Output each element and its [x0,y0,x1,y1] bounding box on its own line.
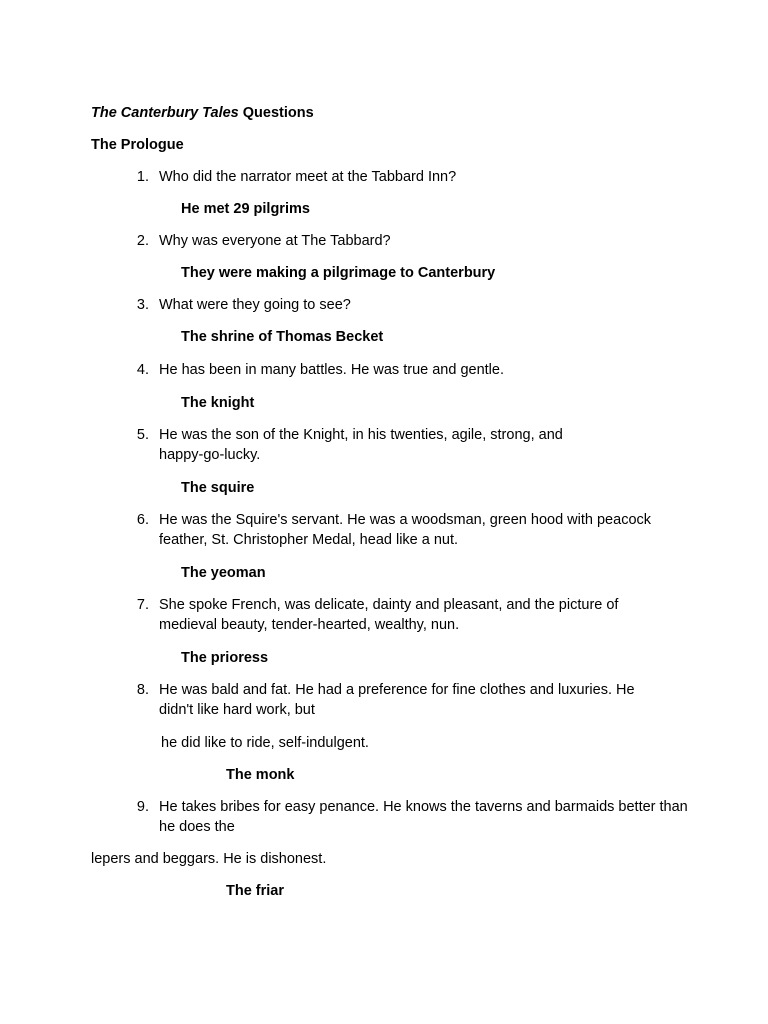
question-text: He was bald and fat. He had a preference for fine clothes and luxuries. He didn't like hard work, but [159,682,635,718]
question-number: 7. [136,597,149,613]
answer-text: The monk [226,767,295,783]
answer-text: The friar [226,883,285,899]
title-italic: The Canterbury Tales [91,105,239,121]
question-number: 8. [136,682,149,698]
answer-text: The yeoman [181,565,266,581]
question-number: 9. [136,799,149,815]
answer-text: The shrine of Thomas Becket [181,329,384,345]
question-number: 6. [136,512,149,528]
question-text: What were they going to see? [159,297,351,313]
question-text: He takes bribes for easy penance. He knows the taverns and barmaids better than he does the [159,799,688,835]
section-heading: The Prologue [91,137,184,153]
question-text: He was the son of the Knight, in his twenties, agile, strong, and happy-go-lucky. [159,427,563,463]
answer-text: The prioress [181,650,269,666]
question-number: 3. [136,297,149,313]
question-number: 2. [136,233,149,249]
question-number: 4. [136,362,149,378]
answer-text: The squire [181,480,255,496]
question-continuation: he did like to ride, self-indulgent. [161,735,369,751]
answer-text: He met 29 pilgrims [181,201,310,217]
question-continuation: lepers and beggars. He is dishonest. [91,851,327,867]
question-text: Why was everyone at The Tabbard? [159,233,391,249]
question-text: He was the Squire's servant. He was a woodsman, green hood with peacock feather, St. Christopher Medal, head like a nut. [159,512,652,548]
document-title [91,103,314,123]
answer-text: They were making a pilgrimage to Canterbury [181,265,496,281]
question-text: He has been in many battles. He was true and gentle. [159,362,504,378]
question-number: 1. [136,169,149,185]
answer-text: The knight [181,395,255,411]
question-number: 5. [136,427,149,443]
question-text: Who did the narrator meet at the Tabbard Inn? [159,169,457,185]
title-rest: Questions [238,105,314,121]
question-text: She spoke French, was delicate, dainty and pleasant, and the picture of medieval beauty, tender-hearted, wealthy, nun. [159,597,619,633]
